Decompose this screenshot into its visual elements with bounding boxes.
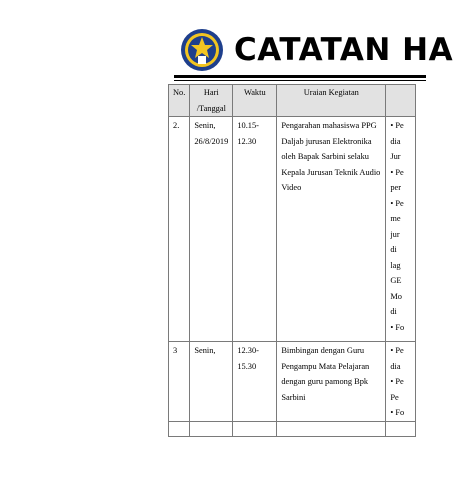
document-header: [180, 28, 453, 74]
cell-no: 3: [169, 342, 190, 422]
result-line: GE: [390, 276, 402, 285]
cell-result: [386, 342, 416, 422]
activity-log-table: [168, 84, 416, 437]
result-line: jur: [390, 229, 400, 239]
cell-result: [386, 421, 416, 436]
header-rule: [174, 75, 426, 78]
column-header-no: No.: [169, 85, 190, 117]
table-row: [169, 421, 416, 436]
result-line: dia: [390, 136, 401, 146]
result-line: • Pe: [390, 121, 404, 130]
column-header-result: [386, 85, 416, 117]
cell-time: [233, 421, 277, 436]
result-line: • Pe: [390, 377, 404, 386]
result-line: • Pe: [390, 198, 404, 208]
cell-day: Senin, 26/8/2019: [190, 117, 233, 342]
result-line: dia: [390, 361, 401, 371]
cell-activity: [277, 421, 386, 436]
table-row: [169, 117, 416, 342]
result-line: me: [390, 214, 401, 223]
table-header-row: [169, 85, 416, 117]
column-header-time: Waktu: [233, 85, 277, 117]
result-line: • Fo: [390, 408, 405, 417]
cell-no: [169, 421, 190, 436]
result-line: per: [390, 183, 402, 192]
cell-day: Senin,: [190, 342, 233, 422]
header-rule-thin: [174, 80, 426, 81]
column-header-day-line: /Tanggal: [196, 103, 226, 113]
result-line: • Pe: [390, 167, 404, 177]
page-title: CATATAN HA: [234, 32, 453, 68]
result-line: Mo: [390, 291, 402, 301]
result-line: lag: [390, 260, 401, 270]
result-line: di: [390, 245, 397, 254]
cell-day: [190, 421, 233, 436]
result-line: di: [390, 307, 397, 316]
result-line: Jur: [390, 152, 401, 161]
result-line: • Pe: [390, 346, 404, 355]
cell-time: 12.30-15.30: [233, 342, 277, 422]
university-logo: [180, 28, 224, 72]
column-header-activity: Uraian Kegiatan: [277, 85, 386, 117]
cell-activity: Pengarahan mahasiswa PPG Daljab jurusan Elektronika oleh Bapak Sarbini selaku Kepala Jurusan Teknik Audio Video: [277, 117, 386, 342]
cell-time: 10.15-12.30: [233, 117, 277, 342]
cell-no: 2.: [169, 117, 190, 342]
table-row: [169, 342, 416, 422]
column-header-day: [190, 85, 233, 117]
cell-result: [386, 117, 416, 342]
column-header-day-line: Hari: [203, 88, 219, 97]
cell-activity: Bimbingan dengan Guru Pengampu Mata Pelajaran dengan guru pamong Bpk Sarbini: [277, 342, 386, 422]
result-line: • Fo: [390, 322, 405, 332]
result-line: Pe: [390, 392, 399, 402]
